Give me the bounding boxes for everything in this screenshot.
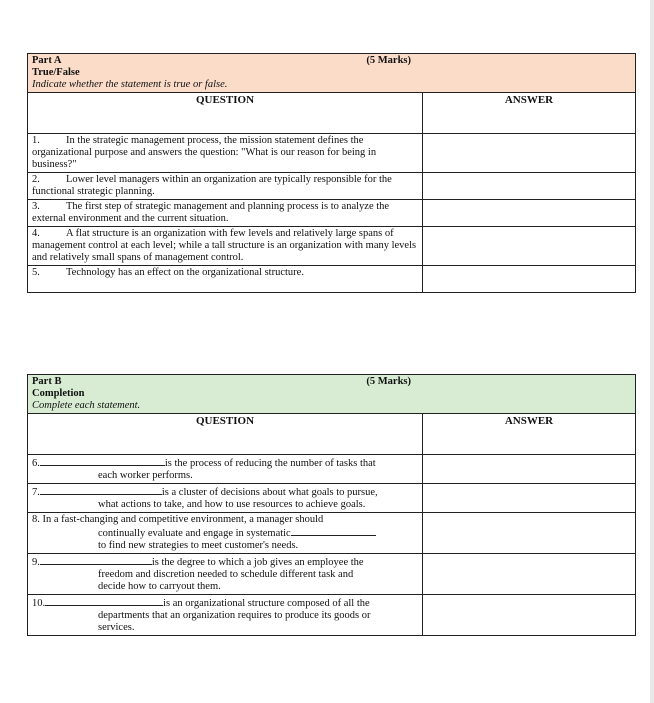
question-line: departments that an organization requires to produce its goods or <box>98 610 371 621</box>
part-a-answer-header: ANSWER <box>422 93 635 134</box>
answer-cell-9[interactable] <box>422 554 635 595</box>
question-text: Lower level managers within an organization are typically responsible for the functional strategic planning. <box>32 174 392 197</box>
table-row <box>28 266 636 293</box>
question-cell <box>28 134 423 173</box>
question-cell <box>28 513 423 554</box>
answer-cell-2[interactable] <box>422 173 635 200</box>
question-line: In a fast-changing and competitive environment, a manager should <box>42 514 324 525</box>
fill-blank <box>291 526 376 536</box>
answer-cell-4[interactable] <box>422 227 635 266</box>
table-row <box>28 200 636 227</box>
question-number: 7. <box>32 487 40 498</box>
table-row <box>28 173 636 200</box>
table-row <box>28 484 636 513</box>
question-line: what actions to take, and how to use resources to achieve goals. <box>98 499 366 510</box>
part-b-column-headers <box>28 414 636 455</box>
question-number: 1. <box>32 135 40 146</box>
part-a-type: True/False <box>32 67 80 78</box>
part-b-header <box>28 375 636 414</box>
fill-blank <box>40 555 152 565</box>
question-cell <box>28 266 423 293</box>
question-text: Technology has an effect on the organizational structure. <box>66 267 304 278</box>
question-number: 8. <box>32 514 40 525</box>
answer-cell-5[interactable] <box>422 266 635 293</box>
fill-blank <box>40 456 165 466</box>
question-cell <box>28 455 423 484</box>
part-a-question-header: QUESTION <box>28 93 423 134</box>
question-number: 10. <box>32 598 46 609</box>
question-number: 5. <box>32 267 40 278</box>
part-b-instruction: Complete each statement. <box>32 400 141 411</box>
part-b-table <box>27 374 636 636</box>
question-cell <box>28 200 423 227</box>
question-number: 6. <box>32 458 40 469</box>
table-row <box>28 595 636 636</box>
question-text: The first step of strategic management and planning process is to analyze the external environment and the current situation. <box>32 201 390 224</box>
question-line: is the degree to which a job gives an employee the <box>151 557 364 568</box>
fill-blank <box>45 596 163 606</box>
question-number: 3. <box>32 201 40 212</box>
part-a-column-headers <box>28 93 636 134</box>
question-line: services. <box>98 622 135 633</box>
part-a-header <box>28 54 636 93</box>
table-row <box>28 513 636 554</box>
part-a-table <box>27 53 636 293</box>
question-number: 9. <box>32 557 40 568</box>
question-cell <box>28 173 423 200</box>
question-line: is a cluster of decisions about what goals to pursue, <box>161 487 378 498</box>
question-number: 2. <box>32 174 40 185</box>
question-text: A flat structure is an organization with few levels and relatively large spans of management control at each level; while a tall structure is an organization with many levels and relatively small spans of management control. <box>32 228 417 263</box>
answer-cell-8[interactable] <box>422 513 635 554</box>
question-cell <box>28 554 423 595</box>
part-a-marks: (5 Marks) <box>366 55 411 66</box>
question-line: freedom and discretion needed to schedule different task and <box>98 569 354 580</box>
question-line: is an organizational structure composed of all the <box>163 598 370 609</box>
part-a-instruction: Indicate whether the statement is true or false. <box>32 79 228 90</box>
part-b-question-header: QUESTION <box>28 414 423 455</box>
question-line: to find new strategies to meet customer's needs. <box>98 540 299 551</box>
fill-blank <box>40 485 162 495</box>
question-line: is the process of reducing the number of tasks that <box>164 458 376 469</box>
part-b-answer-header: ANSWER <box>422 414 635 455</box>
table-row <box>28 134 636 173</box>
answer-cell-6[interactable] <box>422 455 635 484</box>
question-cell <box>28 227 423 266</box>
table-row <box>28 554 636 595</box>
question-line: each worker performs. <box>98 470 193 481</box>
part-b-title: Part B <box>32 376 62 387</box>
question-number: 4. <box>32 228 40 239</box>
part-a-title: Part A <box>32 55 62 66</box>
table-row <box>28 227 636 266</box>
part-b-type: Completion <box>32 388 85 399</box>
question-cell <box>28 484 423 513</box>
answer-cell-3[interactable] <box>422 200 635 227</box>
question-line: continually evaluate and engage in systematic <box>98 528 291 539</box>
table-row <box>28 455 636 484</box>
answer-cell-1[interactable] <box>422 134 635 173</box>
question-text: In the strategic management process, the mission statement defines the organizational purpose and answers the question: "What is our reason for being in business?" <box>32 135 377 170</box>
page-edge-shadow <box>650 0 654 703</box>
part-b-marks: (5 Marks) <box>366 376 411 387</box>
question-cell <box>28 595 423 636</box>
question-line: decide how to carryout them. <box>98 581 221 592</box>
answer-cell-7[interactable] <box>422 484 635 513</box>
answer-cell-10[interactable] <box>422 595 635 636</box>
